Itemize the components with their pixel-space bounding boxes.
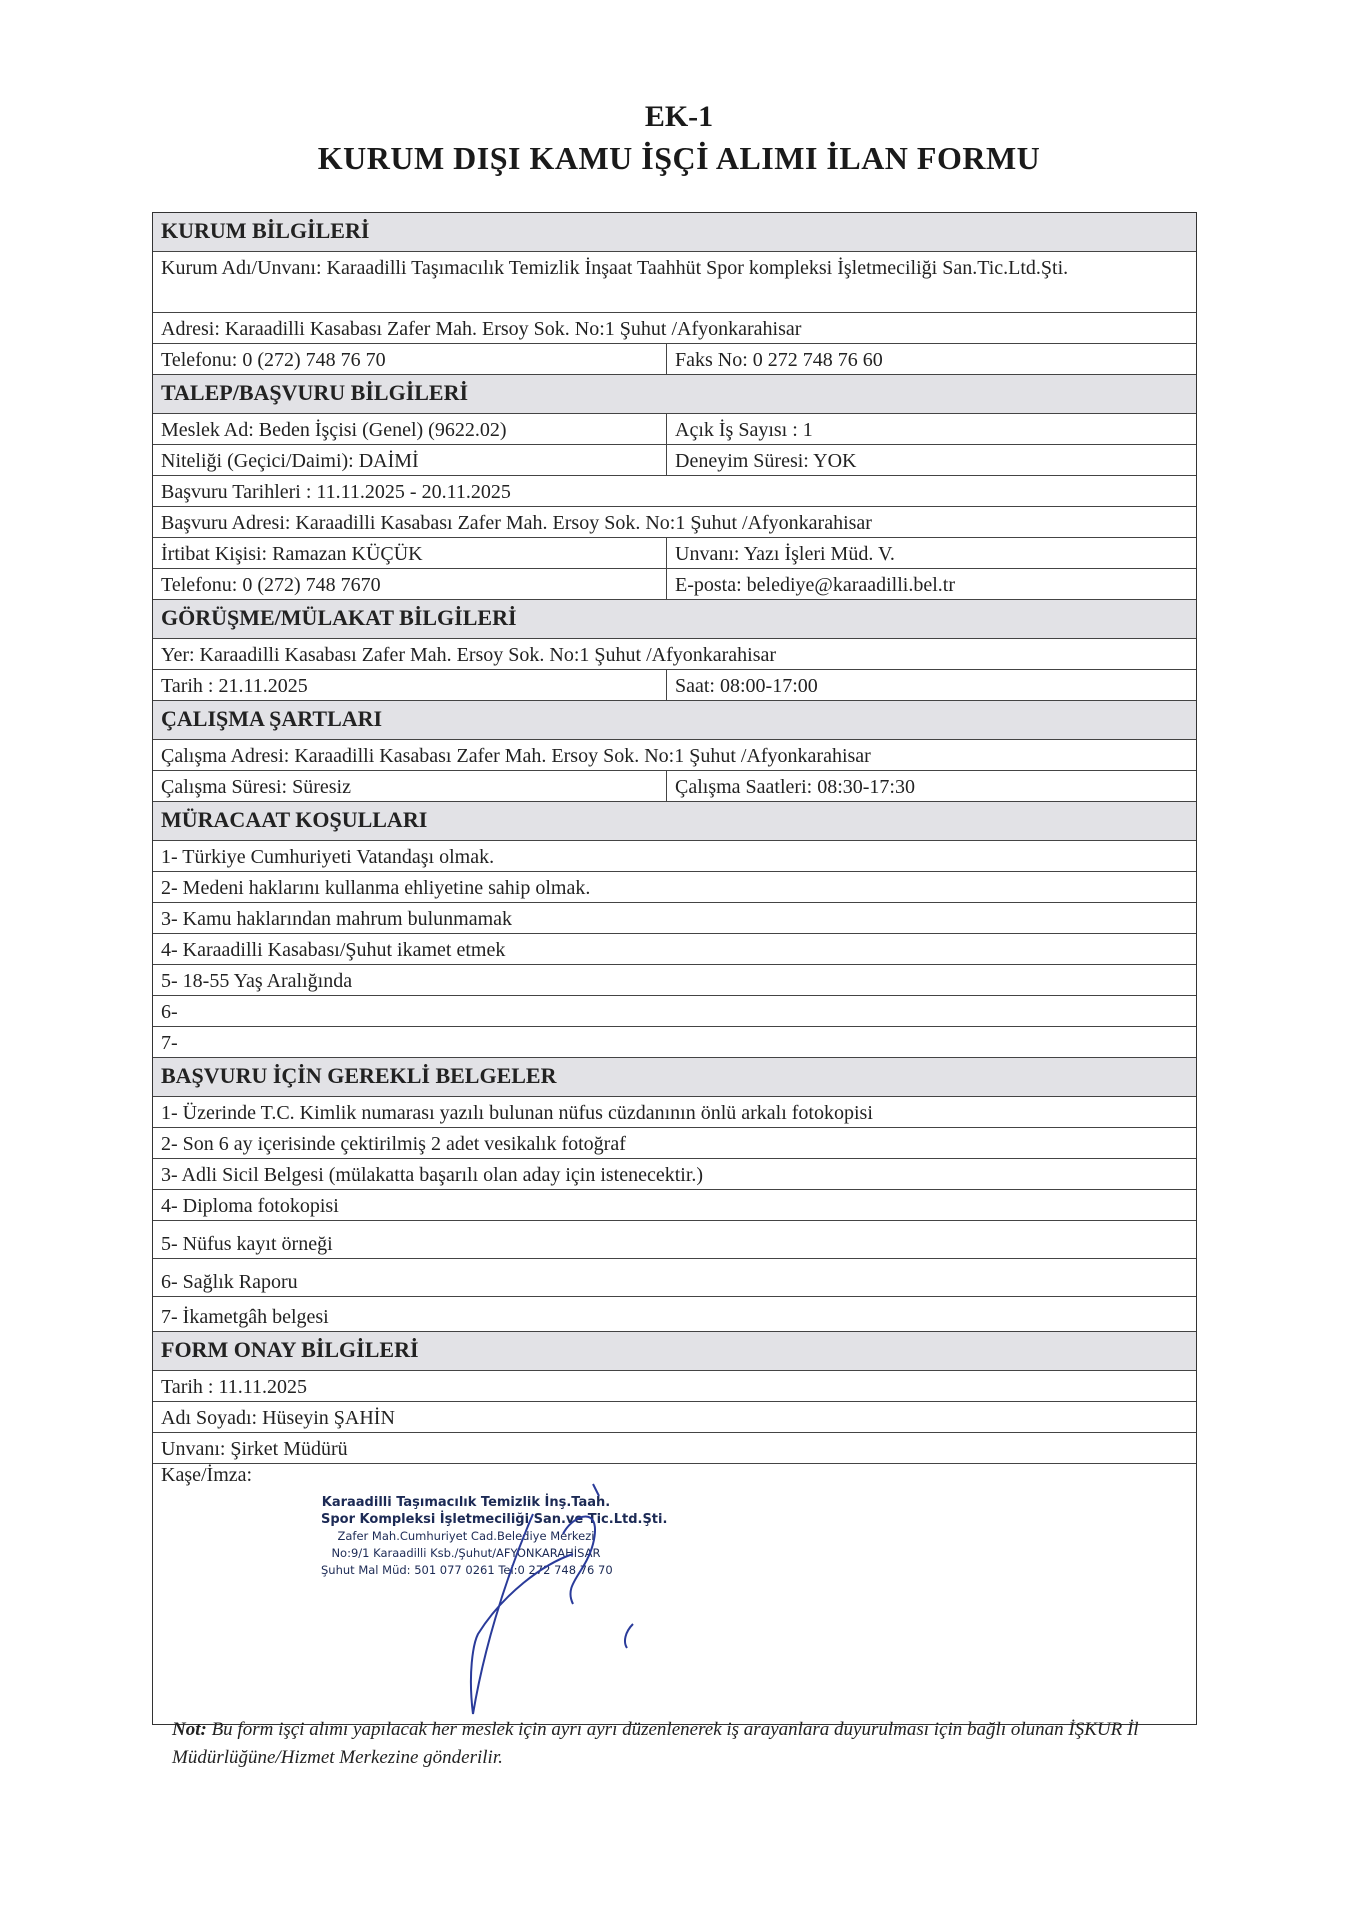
belge: 5- Nüfus kayıt örneği — [161, 1233, 333, 1255]
section-title: FORM ONAY BİLGİLERİ — [161, 1337, 419, 1362]
doc-title: KURUM DIŞI KAMU İŞÇİ ALIMI İLAN FORMU — [317, 140, 1041, 176]
kosul: 6- — [161, 1001, 178, 1023]
onay-unvan: Unvanı: Şirket Müdürü — [161, 1438, 348, 1460]
section-gorusme — [153, 600, 1196, 639]
gorusme-yer: Yer: Karaadilli Kasabası Zafer Mah. Ersoy Sok. No:1 Şuhut /Afyonkarahisar — [161, 644, 777, 666]
acik-is-sayisi: Açık İş Sayısı : 1 — [675, 419, 813, 441]
section-calisma — [153, 701, 1196, 740]
list-item — [153, 1297, 1196, 1332]
section-muracaat — [153, 802, 1196, 841]
kosul: 4- Karaadilli Kasabası/Şuhut ikamet etmek — [161, 939, 506, 961]
kosul: 5- 18-55 Yaş Aralığında — [161, 970, 353, 992]
nitelik: Niteliği (Geçici/Daimi): DAİMİ — [153, 445, 667, 475]
belge: 3- Adli Sicil Belgesi (mülakatta başarılı olan aday için istenecektir.) — [161, 1164, 704, 1186]
kase-imza-row — [153, 1464, 1196, 1724]
list-item — [153, 1097, 1196, 1128]
footnote — [172, 1716, 1222, 1772]
list-item — [153, 1221, 1196, 1259]
irtibat-kisisi: İrtibat Kişisi: Ramazan KÜÇÜK — [153, 538, 667, 568]
kurum-adres: Adresi: Karaadilli Kasabası Zafer Mah. Ersoy Sok. No:1 Şuhut /Afyonkarahisar — [161, 318, 802, 340]
calisma-adres-row — [153, 740, 1196, 771]
deneyim: Deneyim Süresi: YOK — [675, 450, 857, 472]
kurum-adi-row — [153, 252, 1196, 313]
section-title: BAŞVURU İÇİN GEREKLİ BELGELER — [161, 1063, 557, 1088]
list-item — [153, 1190, 1196, 1221]
kurum-adres-row — [153, 313, 1196, 344]
list-item — [153, 1027, 1196, 1058]
list-item — [153, 1259, 1196, 1297]
note-text: Bu form işçi alımı yapılacak her meslek için ayrı ayrı düzenlenerek iş arayanlara duyurulması için bağlı olunan İŞKUR İl Müdürlüğüne/Hizmet Merkezine gönderilir. — [172, 1719, 1139, 1768]
kurum-adi: Kurum Adı/Unvanı: Karaadilli Taşımacılık Temizlik İnşaat Taahhüt Spor kompleksi İşletmeciliği San.Tic.Ltd.Şti. — [161, 257, 1069, 279]
stamp-line: Şuhut Mal Müd: 501 077 0261 Tel:0 272 748 76 70 — [321, 1563, 613, 1577]
doc-code: EK-1 — [644, 100, 714, 133]
iletisim-row — [153, 569, 1196, 600]
calisma-suresi: Çalışma Süresi: Süresiz — [153, 771, 667, 801]
section-title: KURUM BİLGİLERİ — [161, 218, 370, 243]
stamp-line: Zafer Mah.Cumhuriyet Cad.Belediye Merkezi — [337, 1529, 595, 1543]
list-item — [153, 1159, 1196, 1190]
kurum-faks: Faks No: 0 272 748 76 60 — [675, 349, 883, 371]
onay-tarih-row — [153, 1371, 1196, 1402]
section-talep — [153, 375, 1196, 414]
onay-adi-row — [153, 1402, 1196, 1433]
basvuru-tarihleri: Başvuru Tarihleri : 11.11.2025 - 20.11.2025 — [161, 481, 511, 503]
irtibat-row — [153, 538, 1196, 569]
list-item — [153, 841, 1196, 872]
calisma-adresi: Çalışma Adresi: Karaadilli Kasabası Zafer Mah. Ersoy Sok. No:1 Şuhut /Afyonkarahisar — [161, 745, 871, 767]
note-label: Not: — [172, 1719, 207, 1740]
kurum-telefon: Telefonu: 0 (272) 748 76 70 — [153, 344, 667, 374]
belge: 6- Sağlık Raporu — [161, 1271, 298, 1293]
gorusme-saat: Saat: 08:00-17:00 — [675, 675, 818, 697]
section-title: ÇALIŞMA ŞARTLARI — [161, 706, 383, 731]
tarihler-row — [153, 476, 1196, 507]
calisma-saatleri: Çalışma Saatleri: 08:30-17:30 — [675, 776, 915, 798]
list-item — [153, 996, 1196, 1027]
gorusme-yer-row — [153, 639, 1196, 670]
irtibat-unvan: Unvanı: Yazı İşleri Müd. V. — [675, 543, 895, 565]
calisma-sure-row — [153, 771, 1196, 802]
kase-imza-label: Kaşe/İmza: — [161, 1464, 253, 1486]
belge: 2- Son 6 ay içerisinde çektirilmiş 2 adet vesikalık fotoğraf — [161, 1133, 626, 1155]
belge: 4- Diploma fotokopisi — [161, 1195, 339, 1217]
signature-icon — [303, 1474, 723, 1724]
stamp-line: No:9/1 Karaadilli Ksb./Şuhut/AFYONKARAHİSAR — [331, 1546, 601, 1560]
meslek: Meslek Ad: Beden İşçisi (Genel) (9622.02) — [153, 414, 667, 444]
section-kurum — [153, 213, 1196, 252]
list-item — [153, 965, 1196, 996]
gorusme-tarih: Tarih : 21.11.2025 — [153, 670, 667, 700]
irtibat-telefon: Telefonu: 0 (272) 748 7670 — [153, 569, 667, 599]
kosul: 1- Türkiye Cumhuriyeti Vatandaşı olmak. — [161, 846, 495, 868]
belge: 1- Üzerinde T.C. Kimlik numarası yazılı bulunan nüfus cüzdanının önlü arkalı fotokopisi — [161, 1102, 873, 1124]
list-item — [153, 934, 1196, 965]
onay-tarih: Tarih : 11.11.2025 — [161, 1376, 307, 1398]
section-title: TALEP/BAŞVURU BİLGİLERİ — [161, 380, 469, 405]
section-onay — [153, 1332, 1196, 1371]
kosul: 2- Medeni haklarını kullanma ehliyetine sahip olmak. — [161, 877, 591, 899]
list-item — [153, 1128, 1196, 1159]
list-item — [153, 872, 1196, 903]
meslek-row — [153, 414, 1196, 445]
section-belgeler — [153, 1058, 1196, 1097]
eposta: E-posta: belediye@karaadilli.bel.tr — [675, 574, 955, 596]
basvuru-adresi: Başvuru Adresi: Karaadilli Kasabası Zafer Mah. Ersoy Sok. No:1 Şuhut /Afyonkarahisar — [161, 512, 872, 534]
nitelik-row — [153, 445, 1196, 476]
section-title: MÜRACAAT KOŞULLARI — [161, 807, 428, 832]
onay-unvan-row — [153, 1433, 1196, 1464]
announcement-form — [152, 212, 1197, 1725]
gorusme-tarih-row — [153, 670, 1196, 701]
onay-adi: Adı Soyadı: Hüseyin ŞAHİN — [161, 1407, 395, 1429]
belge: 7- İkametgâh belgesi — [161, 1306, 329, 1328]
stamp-line: Spor Kompleksi İşletmeciliği San.ve Tic.Ltd.Şti. — [321, 1512, 668, 1527]
kosul: 7- — [161, 1032, 178, 1054]
section-title: GÖRÜŞME/MÜLAKAT BİLGİLERİ — [161, 605, 517, 630]
list-item — [153, 903, 1196, 934]
stamp-line: Karaadilli Taşımacılık Temizlik İnş.Taah. — [321, 1495, 611, 1510]
kosul: 3- Kamu haklarından mahrum bulunmamak — [161, 908, 513, 930]
basvuru-adres-row — [153, 507, 1196, 538]
kurum-tel-row — [153, 344, 1196, 375]
